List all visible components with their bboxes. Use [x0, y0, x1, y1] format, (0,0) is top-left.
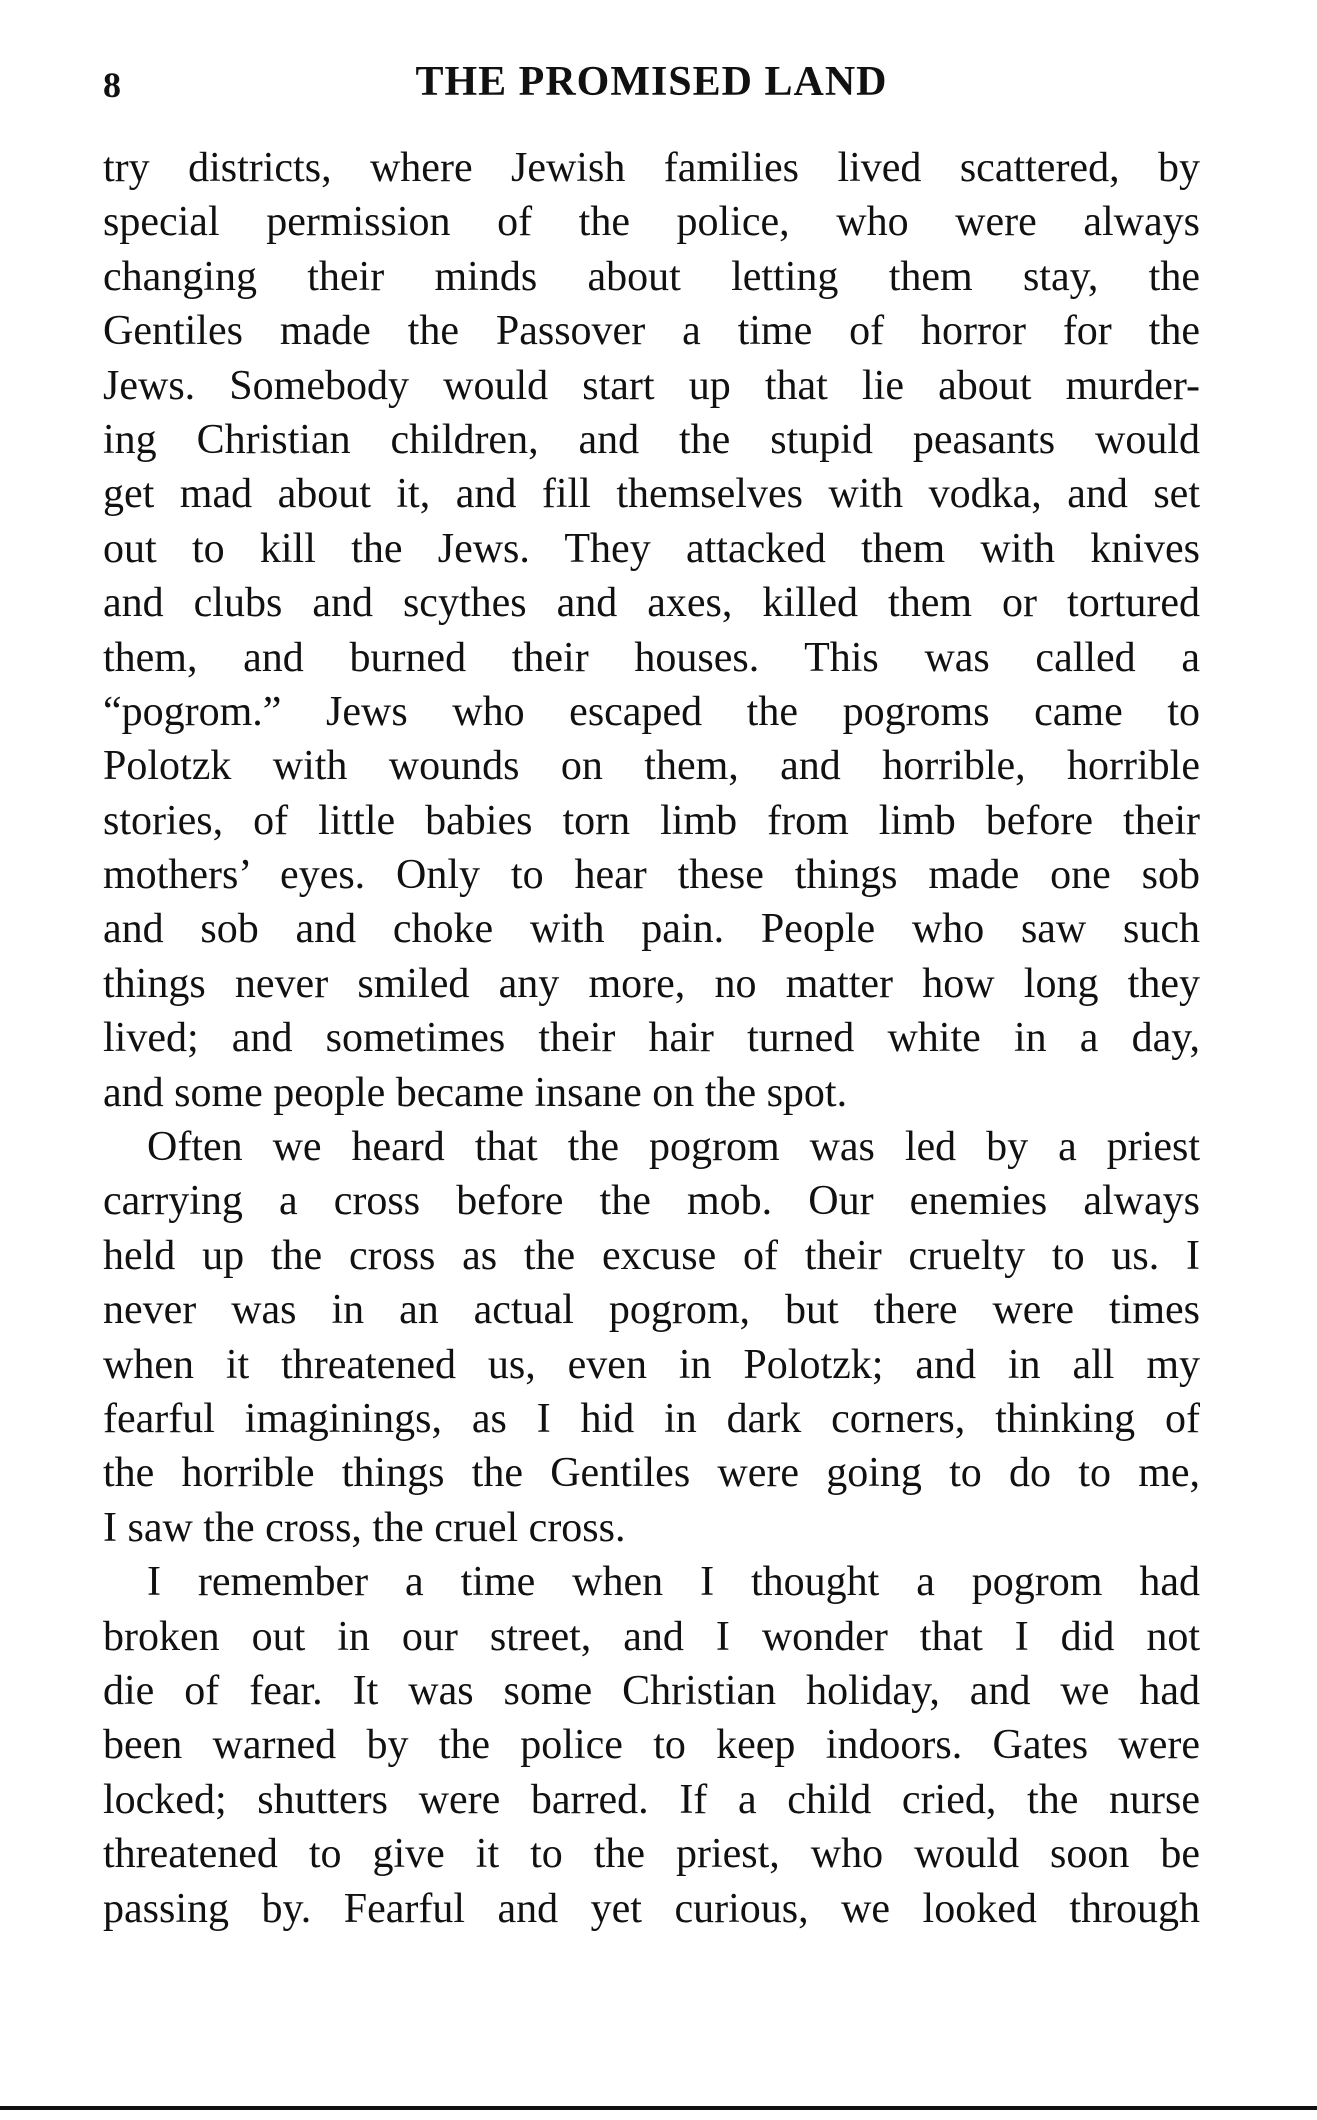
text-line: threatened to give it to the priest, who would soon be	[103, 1831, 1200, 1878]
text-line: Often we heard that the pogrom was led by a priest	[147, 1124, 1200, 1171]
text-line: “pogrom.” Jews who escaped the pogroms came to	[103, 688, 1200, 735]
text-line: out to kill the Jews. They attacked them with knives	[103, 525, 1200, 572]
text-line: Polotzk with wounds on them, and horrible, horrible	[103, 743, 1200, 790]
body-text	[103, 141, 1200, 1936]
text-line: the horrible things the Gentiles were going to do to me,	[103, 1450, 1200, 1497]
text-line: held up the cross as the excuse of their cruelty to us. I	[103, 1232, 1200, 1279]
text-line: die of fear. It was some Christian holiday, and we had	[103, 1667, 1200, 1714]
paragraph-1	[103, 141, 1200, 1120]
paragraph-3	[103, 1555, 1200, 1936]
text-line: Gentiles made the Passover a time of horror for the	[103, 308, 1200, 355]
text-line: stories, of little babies torn limb from limb before their	[103, 797, 1200, 844]
text-line: lived; and sometimes their hair turned white in a day,	[103, 1015, 1200, 1062]
text-line: I remember a time when I thought a pogrom had	[147, 1559, 1200, 1606]
text-line: them, and burned their houses. This was called a	[103, 634, 1200, 681]
text-line: been warned by the police to keep indoors. Gates were	[103, 1722, 1200, 1769]
book-title: THE PROMISED LAND	[415, 59, 888, 105]
text-line: ing Christian children, and the stupid peasants would	[103, 416, 1200, 463]
text-line: locked; shutters were barred. If a child cried, the nurse	[103, 1776, 1200, 1823]
paragraph-2	[103, 1120, 1200, 1555]
text-line: changing their minds about letting them stay, the	[103, 253, 1200, 300]
text-line: mothers’ eyes. Only to hear these things made one sob	[103, 852, 1200, 899]
text-line: I saw the cross, the cruel cross.	[103, 1504, 626, 1551]
text-line: try districts, where Jewish families lived scattered, by	[103, 145, 1200, 191]
text-line: when it threatened us, even in Polotzk; and in all my	[103, 1341, 1200, 1388]
page-number: 8	[103, 65, 122, 105]
text-line: things never smiled any more, no matter how long they	[103, 960, 1200, 1007]
running-head	[103, 58, 1200, 118]
text-line: Jews. Somebody would start up that lie about murder-	[103, 362, 1200, 409]
text-line: and clubs and scythes and axes, killed them or tortured	[103, 580, 1200, 627]
text-line: fearful imaginings, as I hid in dark corners, thinking of	[103, 1395, 1200, 1442]
text-line: passing by. Fearful and yet curious, we looked through	[103, 1885, 1200, 1932]
text-line: and some people became insane on the spot.	[103, 1069, 848, 1116]
text-line: get mad about it, and fill themselves with vodka, and set	[103, 471, 1200, 518]
bottom-rule	[0, 2106, 1317, 2110]
text-line: broken out in our street, and I wonder that I did not	[103, 1613, 1200, 1660]
text-line: special permission of the police, who were always	[103, 199, 1200, 246]
text-line: carrying a cross before the mob. Our enemies always	[103, 1178, 1200, 1225]
text-line: never was in an actual pogrom, but there were times	[103, 1287, 1200, 1334]
text-line: and sob and choke with pain. People who saw such	[103, 906, 1200, 953]
